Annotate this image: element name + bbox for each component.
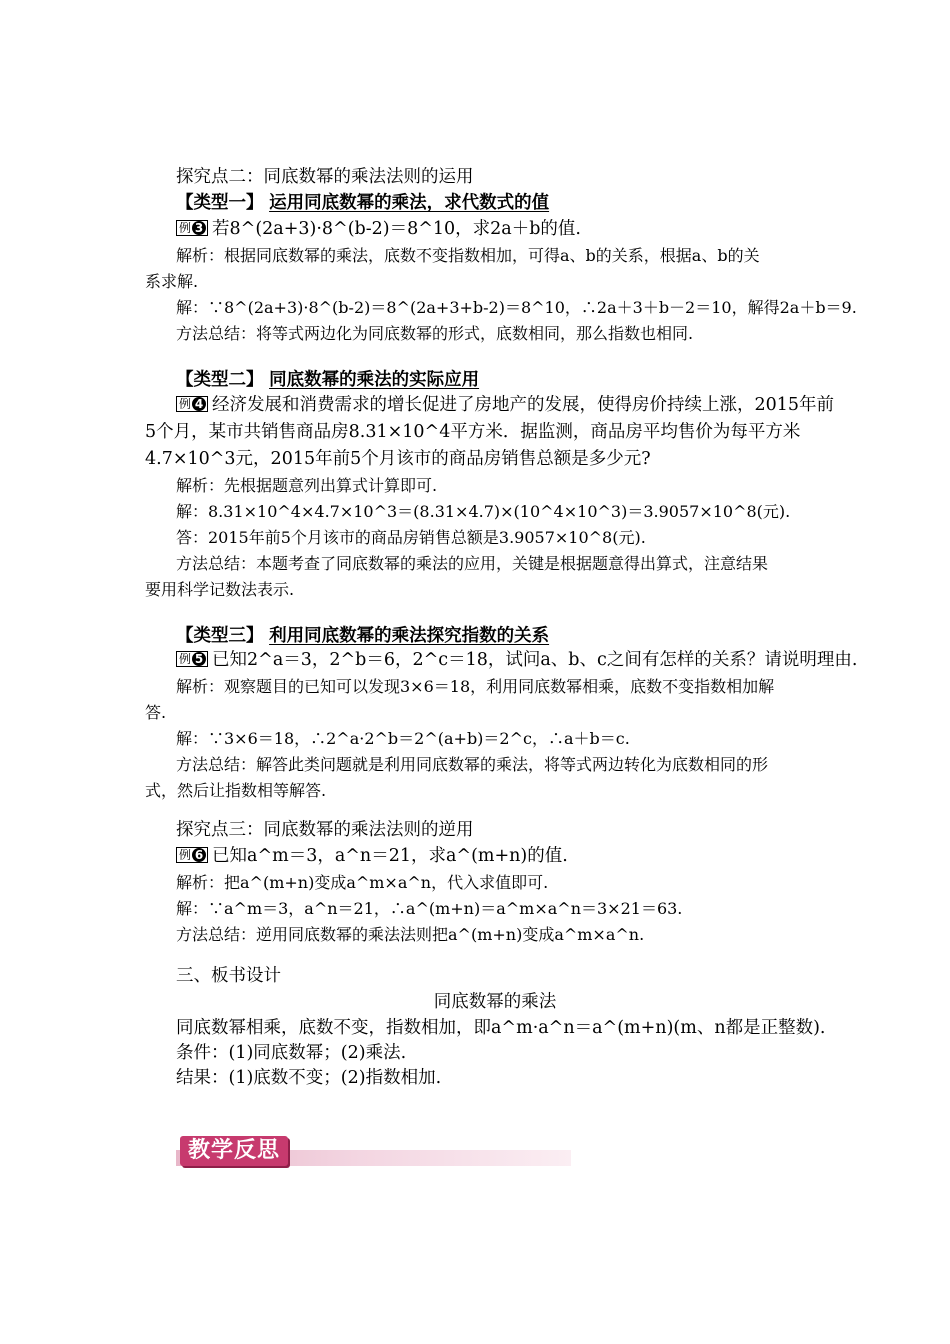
type2-tag: 【类型二】 [176, 370, 264, 390]
board-title: 同底数幂的乘法 [433, 992, 557, 1012]
type1-solution: 解：∵8^(2a+3)·8^(b-2)＝8^(2a+3+b-2)＝8^10，∴2a＋3＋b－2＝10，解得2a＋b＝9. [176, 298, 857, 317]
example6 [176, 843, 841, 870]
type3-analysis-line1: 解析：观察题目的已知可以发现3×6＝18，利用同底数幂相乘，底数不变指数相加解 [176, 677, 775, 696]
type1-tag: 【类型一】 [176, 193, 264, 213]
board-condition: 条件：(1)同底数幂；(2)乘法. [176, 1043, 407, 1063]
board-rule: 同底数幂相乘，底数不变，指数相加，即a^m·a^n＝a^(m+n)(m、n都是正整数). [176, 1018, 826, 1038]
example3 [176, 216, 841, 243]
section3-summary: 方法总结：逆用同底数幂的乘法法则把a^(m+n)变成a^m×a^n. [176, 925, 645, 944]
example4-question-line1: 经济发展和消费需求的增长促进了房地产的发展，使得房价持续上涨，2015年前 [212, 395, 835, 415]
type2-summary-line2: 要用科学记数法表示. [145, 580, 295, 599]
type2-solution: 解：8.31×10^4×4.7×10^3＝(8.31×4.7)×(10^4×10^3)＝3.9057×10^8(元). [176, 502, 791, 521]
reflection-banner [176, 1136, 571, 1168]
type2-answer: 答：2015年前5个月该市的商品房销售总额是3.9057×10^8(元). [176, 528, 646, 547]
type1-analysis-line1: 解析：根据同底数幂的乘法，底数不变指数相加，可得a、b的关系，根据a、b的关 [176, 246, 760, 265]
board-heading: 三、板书设计 [176, 966, 281, 986]
section3-analysis: 解析：把a^(m+n)变成a^m×a^n，代入求值即可. [176, 873, 549, 892]
section2-heading: 探究点二：同底数幂的乘法法则的运用 [176, 167, 474, 187]
type1-analysis-line2: 系求解. [145, 272, 199, 291]
type3-solution: 解：∵3×6＝18，∴2^a·2^b＝2^(a+b)＝2^c，∴a＋b＝c. [176, 729, 630, 748]
type2-analysis: 解析：先根据题意列出算式计算即可. [176, 476, 438, 495]
example5 [176, 647, 858, 674]
example-badge: 例 5 [176, 651, 208, 667]
type3-header [176, 623, 841, 650]
example4 [176, 392, 841, 419]
example-badge: 例 4 [176, 396, 208, 412]
section3-solution: 解：∵a^m＝3，a^n＝21，∴a^(m+n)＝a^m×a^n＝3×21＝63. [176, 899, 683, 918]
type1-title: 运用同底数幂的乘法，求代数式的值 [269, 193, 550, 213]
example-badge: 例 6 [176, 847, 208, 863]
type3-title: 利用同底数幂的乘法探究指数的关系 [269, 626, 550, 646]
type2-summary-line1: 方法总结：本题考查了同底数幂的乘法的应用，关键是根据题意得出算式，注意结果 [176, 554, 769, 573]
type2-title: 同底数幂的乘法的实际应用 [269, 370, 480, 390]
type3-summary-line2: 式，然后让指数相等解答. [145, 781, 327, 800]
example5-question: 已知2^a＝3，2^b＝6，2^c＝18，试问a、b、c之间有怎样的关系？请说明理由. [212, 650, 858, 670]
type3-analysis-line2: 答. [145, 703, 167, 722]
type3-summary-line1: 方法总结：解答此类问题就是利用同底数幂的乘法，将等式两边转化为底数相同的形 [176, 755, 769, 774]
example-badge: 例 3 [176, 220, 208, 236]
reflection-title: 教学反思 [180, 1136, 288, 1166]
type1-header [176, 190, 841, 217]
board-result: 结果：(1)底数不变；(2)指数相加. [176, 1068, 442, 1088]
type3-tag: 【类型三】 [176, 626, 264, 646]
example4-question-line3: 4.7×10^3元，2015年前5个月该市的商品房销售总额是多少元? [145, 449, 651, 469]
example6-question: 已知a^m＝3，a^n＝21，求a^(m+n)的值. [212, 846, 568, 866]
example3-question: 若8^(2a+3)·8^(b-2)＝8^10，求2a＋b的值. [212, 219, 581, 239]
type1-summary: 方法总结：将等式两边化为同底数幂的形式，底数相同，那么指数也相同. [176, 324, 694, 343]
section3-heading: 探究点三：同底数幂的乘法法则的逆用 [176, 820, 474, 840]
example4-question-line2: 5个月，某市共销售商品房8.31×10^4平方米．据监测，商品房平均售价为每平方米 [145, 422, 801, 442]
type2-header [176, 367, 841, 394]
